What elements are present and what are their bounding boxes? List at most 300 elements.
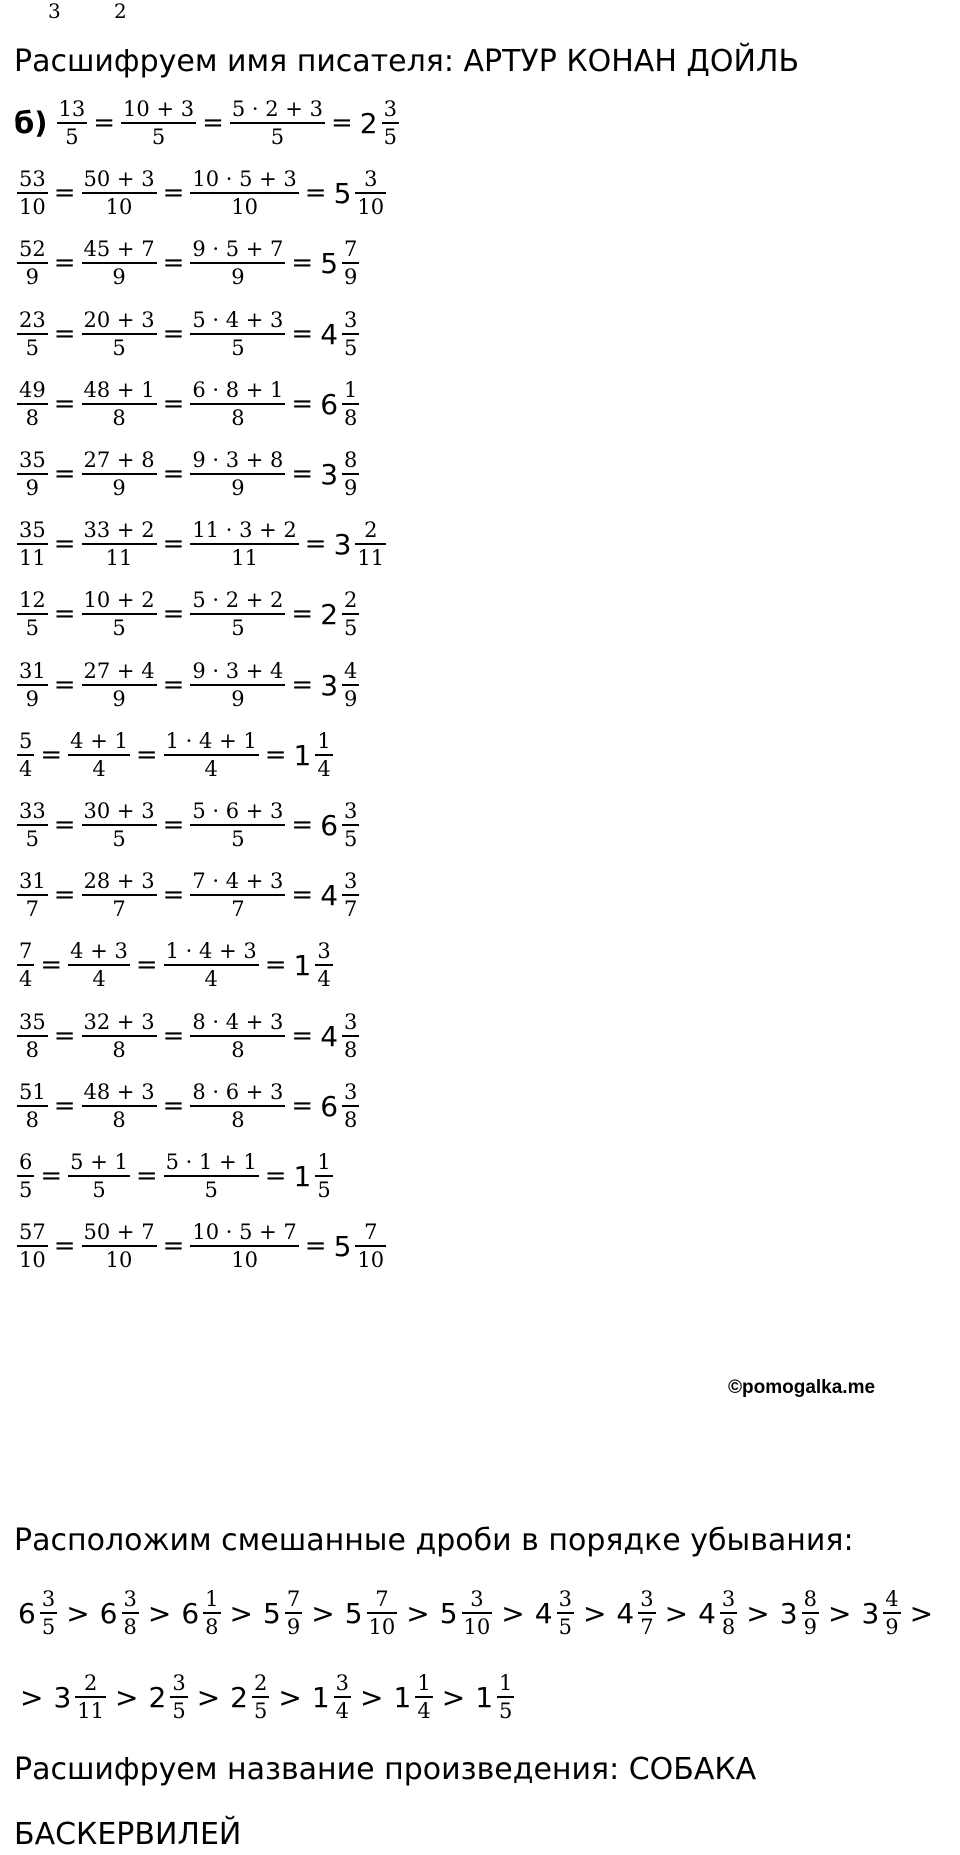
whole-part: 6: [320, 387, 339, 421]
expanded-fraction: [164, 938, 259, 992]
numerator: 33 + 2: [83, 518, 155, 542]
whole-part: 5: [439, 1596, 458, 1630]
denominator: 8: [112, 406, 126, 430]
equation-row: [14, 507, 389, 581]
mixed-number: [531, 1586, 577, 1640]
equals-sign: =: [40, 1161, 63, 1191]
equals-sign: =: [264, 950, 287, 980]
denominator: 8: [25, 1108, 40, 1132]
denominator: 9: [112, 265, 126, 289]
equation-row: [14, 226, 362, 300]
denominator: 8: [344, 1108, 358, 1132]
denominator: 5: [231, 827, 245, 851]
numerator: 7: [344, 237, 358, 261]
whole-part: 3: [320, 668, 339, 702]
mixed-fraction-part: [252, 1670, 269, 1724]
denominator: 9: [344, 476, 358, 500]
numerator: 7 · 4 + 3: [192, 869, 284, 893]
numerator: 2: [254, 1671, 268, 1695]
whole-part: 6: [320, 808, 339, 842]
mixed-fraction-part: [342, 307, 359, 361]
numerator: 3: [123, 1587, 137, 1611]
numerator: 27 + 8: [83, 448, 155, 472]
mixed-fraction-part: [203, 1586, 220, 1640]
numerator: 5 · 1 + 1: [165, 1150, 257, 1174]
numerator: 3: [344, 308, 358, 332]
denominator: 5: [231, 616, 245, 640]
denominator: 5: [41, 1615, 56, 1639]
greater-sign: >: [311, 1596, 335, 1630]
numerator: 27 + 4: [83, 659, 155, 683]
whole-part: 4: [534, 1596, 553, 1630]
denominator: 8: [112, 1108, 126, 1132]
denominator: 9: [803, 1615, 817, 1639]
mixed-number: [259, 1586, 305, 1640]
improper-fraction: [17, 166, 48, 220]
denominator: 5: [204, 1178, 218, 1202]
numerator: 28 + 3: [83, 869, 155, 893]
denominator: 5: [383, 125, 397, 149]
equals-sign: =: [330, 108, 353, 138]
denominator: 5: [172, 1699, 186, 1723]
equals-sign: =: [162, 319, 185, 349]
mixed-fraction-part: [382, 96, 399, 150]
numerator: 3: [344, 869, 358, 893]
expanded-fraction: [190, 236, 285, 290]
numerator: 31: [19, 659, 46, 683]
equation-row: [14, 788, 362, 862]
denominator: 4: [19, 967, 33, 991]
equals-sign: =: [162, 1091, 185, 1121]
work-line-1: Расшифруем название произведения: СОБАКА: [14, 1752, 757, 1787]
mixed-number: [341, 1586, 401, 1640]
equals-sign: =: [304, 529, 327, 559]
denominator: 10: [357, 195, 385, 219]
equals-sign: =: [162, 1231, 185, 1261]
mixed-number: [308, 1670, 354, 1724]
equals-sign: =: [291, 599, 314, 629]
whole-part: 5: [333, 176, 352, 210]
whole-part: 6: [181, 1596, 200, 1630]
greater-sign: >: [278, 1680, 302, 1714]
denominator: 9: [286, 1615, 301, 1639]
greater-sign: >: [827, 1596, 852, 1630]
denominator: 7: [25, 897, 40, 921]
denominator: 8: [112, 1038, 126, 1062]
part-label: б): [14, 106, 48, 140]
expanded-fraction: [230, 96, 325, 150]
denominator: 9: [25, 687, 40, 711]
equals-sign: =: [53, 529, 76, 559]
greater-sign: >: [441, 1680, 466, 1714]
denominator: 5: [558, 1615, 572, 1639]
denominator: 9: [112, 687, 126, 711]
whole-part: 6: [320, 1089, 339, 1123]
split-fraction: [82, 868, 157, 922]
whole-part: 1: [393, 1680, 412, 1714]
denominator: 5: [19, 1178, 33, 1202]
numerator: 3: [558, 1587, 572, 1611]
denominator: 8: [25, 1038, 40, 1062]
mixed-fraction-part: [342, 868, 359, 922]
equals-sign: =: [291, 1021, 314, 1051]
denominator: 4: [317, 757, 331, 781]
denominator: 5: [270, 125, 285, 149]
whole-part: 2: [230, 1680, 248, 1714]
whole-part: 3: [53, 1680, 72, 1714]
equals-sign: =: [53, 1021, 76, 1051]
improper-fraction: [17, 447, 48, 501]
denominator: 5: [25, 827, 40, 851]
improper-fraction: [57, 96, 88, 150]
denominator: 8: [123, 1615, 137, 1639]
greater-sign: >: [664, 1596, 689, 1630]
equation-row: [14, 858, 362, 932]
expanded-fraction: [190, 868, 285, 922]
numerator: 8: [344, 448, 358, 472]
denominator: 5: [25, 616, 40, 640]
numerator: 3: [344, 1080, 358, 1104]
whole-part: 4: [320, 1019, 339, 1053]
numerator: 9 · 3 + 4: [192, 659, 284, 683]
mixed-number: [776, 1586, 822, 1640]
numerator: 3: [344, 1010, 358, 1034]
denominator: 5: [499, 1699, 513, 1723]
numerator: 7: [286, 1587, 301, 1611]
equals-sign: =: [135, 1161, 158, 1191]
numerator: 10 · 5 + 3: [192, 167, 297, 191]
numerator: 5 + 1: [70, 1150, 128, 1174]
mixed-fraction-part: [75, 1670, 106, 1724]
numerator: 8 · 4 + 3: [192, 1010, 284, 1034]
numerator: 3: [335, 1671, 350, 1695]
improper-fraction: [17, 587, 48, 641]
expanded-fraction: [190, 517, 298, 571]
equation-row: [14, 1069, 362, 1143]
equation-row: [14, 367, 362, 441]
equals-sign: =: [162, 459, 185, 489]
numerator: 3: [41, 1587, 56, 1611]
numerator: 35: [19, 448, 46, 472]
expanded-fraction: [190, 307, 285, 361]
numerator: 1 · 4 + 1: [165, 729, 257, 753]
greater-sign: >: [147, 1596, 172, 1630]
numerator: 23: [19, 308, 46, 332]
numerator: 6 · 8 + 1: [192, 378, 284, 402]
mixed-number: [49, 1670, 109, 1724]
whole-part: 4: [616, 1596, 635, 1630]
improper-fraction: [17, 307, 48, 361]
numerator: 48 + 3: [83, 1080, 155, 1104]
denominator: 11: [77, 1699, 105, 1723]
improper-fraction: [17, 728, 34, 782]
greater-sign: >: [501, 1596, 525, 1630]
order-line: Расположим смешанные дроби в порядке убывания:: [14, 1523, 854, 1558]
expanded-fraction: [190, 1079, 285, 1133]
whole-part: 4: [698, 1596, 716, 1630]
denominator: 10: [463, 1615, 491, 1639]
denominator: 8: [231, 406, 245, 430]
numerator: 10 + 2: [83, 588, 155, 612]
numerator: 5 · 4 + 3: [192, 308, 284, 332]
numerator: 1 · 4 + 3: [165, 939, 257, 963]
equals-sign: =: [93, 108, 116, 138]
mixed-fraction-part: [342, 1009, 359, 1063]
expanded-fraction: [190, 1009, 285, 1063]
numerator: 3: [364, 167, 378, 191]
work-line-2: БАСКЕРВИЛЕЙ: [14, 1817, 242, 1852]
equals-sign: =: [53, 459, 76, 489]
numerator: 3: [344, 799, 358, 823]
split-fraction: [121, 96, 196, 150]
numerator: 2: [364, 518, 378, 542]
split-fraction: [82, 236, 157, 290]
whole-part: 2: [148, 1680, 167, 1714]
improper-fraction: [17, 1149, 34, 1203]
denominator: 11: [19, 546, 46, 570]
numerator: 5 · 2 + 3: [231, 97, 323, 121]
order-chain-2: [14, 1657, 517, 1737]
split-fraction: [68, 728, 130, 782]
whole-part: 3: [333, 527, 352, 561]
denominator: 9: [25, 476, 40, 500]
numerator: 32 + 3: [83, 1010, 155, 1034]
denominator: 10: [105, 1248, 133, 1272]
split-fraction: [68, 938, 130, 992]
numerator: 30 + 3: [83, 799, 155, 823]
split-fraction: [82, 377, 157, 431]
denominator: 5: [344, 827, 358, 851]
cropped-top-fragment: [0, 0, 200, 22]
split-fraction: [82, 658, 157, 712]
numerator: 9 · 5 + 7: [192, 237, 284, 261]
denominator: 5: [25, 336, 40, 360]
numerator: 5: [19, 729, 33, 753]
equals-sign: =: [291, 880, 314, 910]
denominator: 9: [231, 476, 245, 500]
numerator: 1: [317, 729, 331, 753]
equals-sign: =: [291, 319, 314, 349]
mixed-number: [390, 1670, 436, 1724]
denominator: 4: [204, 967, 218, 991]
numerator: 3: [721, 1587, 736, 1611]
equals-sign: =: [53, 1231, 76, 1261]
mixed-fraction-part: [355, 517, 386, 571]
denominator: 4: [92, 757, 106, 781]
mixed-fraction-part: [883, 1586, 900, 1640]
equals-sign: =: [40, 950, 63, 980]
mixed-fraction-part: [315, 938, 332, 992]
whole-part: 3: [779, 1596, 798, 1630]
numerator: 11 · 3 + 2: [192, 518, 297, 542]
improper-fraction: [17, 236, 48, 290]
equals-sign: =: [53, 880, 76, 910]
expanded-fraction: [190, 798, 285, 852]
improper-fraction: [17, 1009, 48, 1063]
equals-sign: =: [264, 1161, 287, 1191]
mixed-fraction-part: [40, 1586, 57, 1640]
denominator: 5: [151, 125, 166, 149]
equals-sign: =: [53, 670, 76, 700]
numerator: 57: [19, 1220, 46, 1244]
numerator: 1: [417, 1671, 431, 1695]
equation-row: [14, 1139, 336, 1213]
greater-sign: >: [406, 1596, 430, 1630]
mixed-fraction-part: [342, 658, 359, 712]
numerator: 5 · 2 + 2: [192, 588, 284, 612]
improper-fraction: [17, 658, 48, 712]
equals-sign: =: [53, 389, 76, 419]
numerator: 3: [470, 1587, 484, 1611]
denominator: 11: [231, 546, 258, 570]
mixed-fraction-part: [342, 1079, 359, 1133]
mixed-fraction-part: [355, 1219, 386, 1273]
equation-row: [14, 437, 362, 511]
expanded-fraction: [190, 658, 285, 712]
numerator: 48 + 1: [83, 378, 155, 402]
whole-part: 4: [320, 878, 339, 912]
whole-part: 5: [263, 1596, 281, 1630]
greater-sign: >: [360, 1680, 384, 1714]
denominator: 10: [105, 195, 133, 219]
denominator: 10: [19, 1248, 46, 1272]
mixed-fraction-part: [342, 236, 359, 290]
writer-line: Расшифруем имя писателя: АРТУР КОНАН ДОЙЛЬ: [14, 44, 800, 79]
mixed-fraction-part: [802, 1586, 819, 1640]
numerator: 4 + 1: [70, 729, 128, 753]
mixed-number: [14, 1586, 60, 1640]
equation-row: [14, 297, 362, 371]
denominator: 10: [231, 1248, 258, 1272]
equals-sign: =: [162, 670, 185, 700]
numerator: 53: [19, 167, 46, 191]
equals-sign: =: [162, 880, 185, 910]
numerator: 3: [383, 97, 397, 121]
numerator: 50 + 3: [83, 167, 155, 191]
mixed-fraction-part: [355, 166, 386, 220]
denominator: 5: [344, 336, 358, 360]
numerator: 9 · 3 + 8: [192, 448, 284, 472]
whole-part: 3: [861, 1596, 880, 1630]
mixed-fraction-part: [720, 1586, 737, 1640]
equals-sign: =: [304, 1231, 327, 1261]
denominator: 7: [344, 897, 358, 921]
improper-fraction: [17, 1079, 48, 1133]
equation-row: [14, 577, 362, 651]
split-fraction: [82, 1219, 157, 1273]
numerator: 8 · 6 + 3: [192, 1080, 284, 1104]
denominator: 5: [112, 827, 126, 851]
whole-part: 4: [320, 317, 339, 351]
whole-part: 5: [320, 246, 339, 280]
greater-sign: >: [66, 1596, 90, 1630]
mixed-number: [436, 1586, 496, 1640]
watermark: ©pomogalka.me: [728, 1377, 876, 1398]
expanded-fraction: [190, 1219, 298, 1273]
denominator: 5: [112, 336, 126, 360]
mixed-fraction-part: [170, 1670, 187, 1724]
numerator: 7: [19, 939, 33, 963]
denominator: 8: [205, 1615, 219, 1639]
mixed-fraction-part: [557, 1586, 574, 1640]
mixed-fraction-part: [367, 1586, 398, 1640]
whole-part: 5: [344, 1596, 363, 1630]
numerator: 35: [19, 1010, 46, 1034]
denominator: 4: [317, 967, 331, 991]
numerator: 6: [19, 1150, 33, 1174]
mixed-number: [226, 1670, 272, 1724]
order-chain-1: [14, 1573, 939, 1653]
split-fraction: [82, 517, 157, 571]
expanded-fraction: [190, 377, 285, 431]
expanded-fraction: [190, 447, 285, 501]
split-fraction: [82, 1009, 157, 1063]
split-fraction: [82, 798, 157, 852]
equals-sign: =: [291, 389, 314, 419]
improper-fraction: [17, 377, 48, 431]
denominator: 9: [231, 687, 245, 711]
mixed-fraction-part: [315, 728, 332, 782]
whole-part: 1: [293, 738, 312, 772]
equals-sign: =: [135, 950, 158, 980]
numerator: 7: [364, 1220, 378, 1244]
greater-sign: >: [909, 1596, 934, 1630]
denominator: 10: [19, 195, 46, 219]
improper-fraction: [17, 868, 48, 922]
denominator: 9: [885, 1615, 899, 1639]
numerator: 50 + 7: [83, 1220, 155, 1244]
mixed-number: [471, 1670, 517, 1724]
denominator: 5: [254, 1699, 268, 1723]
mixed-fraction-part: [342, 377, 359, 431]
mixed-number: [857, 1586, 903, 1640]
fragment-digit: 3: [48, 0, 61, 23]
denominator: 9: [344, 687, 358, 711]
mixed-fraction-part: [315, 1149, 332, 1203]
equals-sign: =: [40, 740, 63, 770]
numerator: 3: [640, 1587, 654, 1611]
split-fraction: [82, 447, 157, 501]
numerator: 4: [885, 1587, 899, 1611]
denominator: 9: [25, 265, 40, 289]
denominator: 5: [92, 1178, 106, 1202]
fragment-digit: 2: [114, 0, 127, 23]
whole-part: 5: [333, 1229, 352, 1263]
denominator: 10: [368, 1615, 396, 1639]
denominator: 4: [19, 757, 33, 781]
equals-sign: =: [53, 810, 76, 840]
numerator: 33: [19, 799, 46, 823]
numerator: 1: [317, 1150, 331, 1174]
improper-fraction: [17, 938, 34, 992]
expanded-fraction: [164, 728, 259, 782]
denominator: 9: [112, 476, 126, 500]
equals-sign: =: [291, 810, 314, 840]
numerator: 8: [803, 1587, 817, 1611]
mixed-fraction-part: [342, 447, 359, 501]
numerator: 1: [205, 1587, 219, 1611]
improper-fraction: [17, 517, 48, 571]
mixed-fraction-part: [342, 587, 359, 641]
equals-sign: =: [135, 740, 158, 770]
denominator: 10: [231, 195, 258, 219]
equals-sign: =: [202, 108, 224, 138]
denominator: 4: [417, 1699, 431, 1723]
numerator: 10 · 5 + 7: [192, 1220, 297, 1244]
denominator: 8: [344, 406, 358, 430]
numerator: 1: [499, 1671, 513, 1695]
numerator: 5 · 6 + 3: [192, 799, 284, 823]
